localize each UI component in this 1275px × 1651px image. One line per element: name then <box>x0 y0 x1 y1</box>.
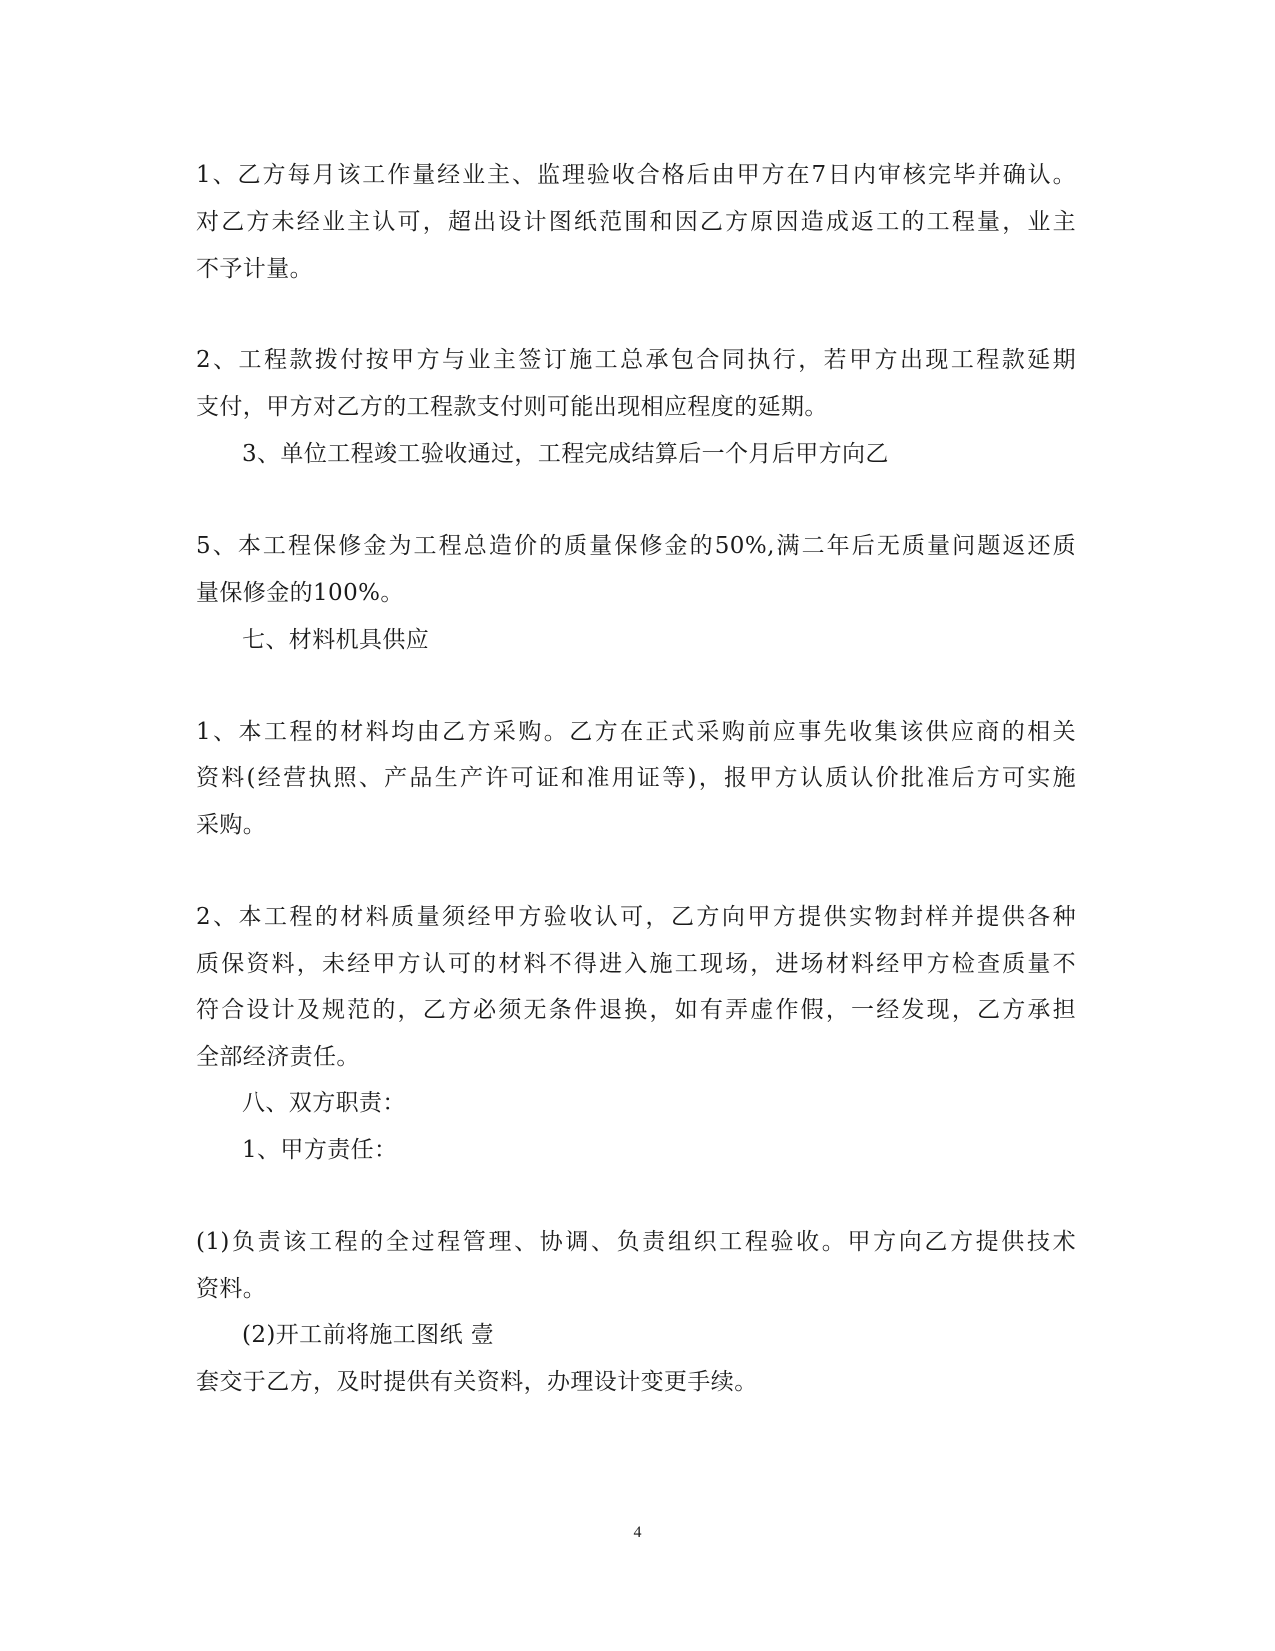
section-heading: 八、双方职责： <box>242 1090 406 1116</box>
paragraph-line: 对乙方未经业主认可，超出设计图纸范围和因乙方原因造成返工的工程量，业主 <box>196 209 1076 235</box>
paragraph-line: 符合设计及规范的，乙方必须无条件退换，如有弄虚作假，一经发现，乙方承担 <box>196 997 1076 1023</box>
paragraph-line: 采购。 <box>196 812 267 838</box>
subsection-heading: 1、甲方责任： <box>242 1137 398 1163</box>
paragraph-line: 资料。 <box>196 1276 267 1302</box>
paragraph-line: 质保资料，未经甲方认可的材料不得进入施工现场，进场材料经甲方检查质量不 <box>196 951 1076 977</box>
paragraph-line: 3、单位工程竣工验收通过，工程完成结算后一个月后甲方向乙 <box>242 441 889 467</box>
paragraph-line: 全部经济责任。 <box>196 1044 360 1070</box>
paragraph-line: (2)开工前将施工图纸 壹 <box>242 1322 495 1348</box>
paragraph-line: 量保修金的100%。 <box>196 580 404 606</box>
paragraph-line: 2、本工程的材料质量须经甲方验收认可，乙方向甲方提供实物封样并提供各种 <box>196 904 1076 930</box>
paragraph-line: 2、工程款拨付按甲方与业主签订施工总承包合同执行，若甲方出现工程款延期 <box>196 347 1076 373</box>
paragraph-line: 资料(经营执照、产品生产许可证和准用证等)，报甲方认质认价批准后方可实施 <box>196 765 1076 791</box>
paragraph-line: 5、本工程保修金为工程总造价的质量保修金的50%,满二年后无质量问题返还质 <box>196 533 1076 559</box>
section-heading: 七、材料机具供应 <box>242 627 430 653</box>
paragraph-line: (1)负责该工程的全过程管理、协调、负责组织工程验收。甲方向乙方提供技术 <box>196 1229 1076 1255</box>
paragraph-line: 1、本工程的材料均由乙方采购。乙方在正式采购前应事先收集该供应商的相关 <box>196 719 1076 745</box>
paragraph-line: 套交于乙方，及时提供有关资料，办理设计变更手续。 <box>196 1369 758 1395</box>
page-number: 4 <box>633 1524 642 1541</box>
paragraph-line: 1、乙方每月该工作量经业主、监理验收合格后由甲方在7日内审核完毕并确认。 <box>196 162 1076 188</box>
paragraph-line: 支付，甲方对乙方的工程款支付则可能出现相应程度的延期。 <box>196 394 828 420</box>
paragraph-line: 不予计量。 <box>196 256 313 282</box>
